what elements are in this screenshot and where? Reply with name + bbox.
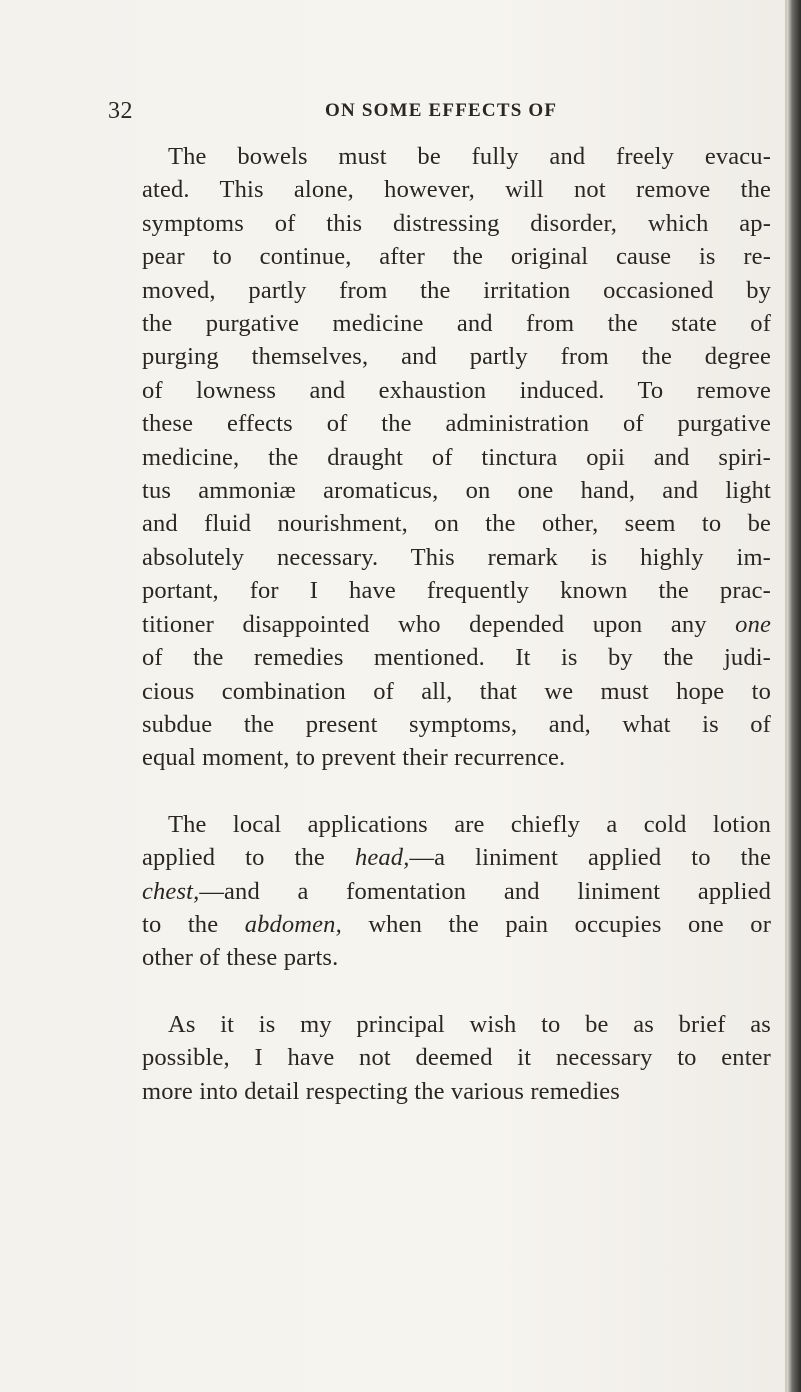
text-span: applied to the: [142, 844, 325, 872]
text-line: the purgative medicine and from the state of: [142, 310, 771, 338]
binding-gutter: [787, 0, 801, 1392]
text-line: other of these parts.: [142, 944, 339, 972]
body-text: [116, 140, 771, 1108]
text-line: and fluid nourishment, on the other, seem to be: [142, 510, 771, 538]
text-span: —and a fomentation and liniment applied: [199, 877, 771, 905]
text-line: symptoms of this distressing disorder, which ap-: [142, 209, 771, 237]
italic-word: head,: [354, 844, 410, 872]
text-span: when the pain occupies one or: [368, 910, 772, 938]
page-number: 32: [108, 98, 133, 124]
text-line: As it is my principal wish to be as brief as: [168, 1010, 771, 1038]
text-line: The bowels must be fully and freely evacu-: [168, 143, 771, 170]
text-line: medicine, the draught of tinctura opii and spiri-: [142, 443, 771, 471]
text-line: portant, for I have frequently known the prac-: [142, 577, 771, 605]
text-line: tus ammoniæ aromaticus, on one hand, and light: [142, 477, 771, 505]
text-span: to the: [142, 910, 219, 938]
text-line: of lowness and exhaustion induced. To remove: [142, 376, 771, 404]
text-line: purging themselves, and partly from the degree: [142, 343, 771, 371]
paragraph-2: [116, 808, 771, 975]
text-line: more into detail respecting the various remedies: [142, 1077, 620, 1105]
text-span: —a liniment applied to the: [409, 844, 771, 872]
running-head: [108, 98, 748, 130]
text-line: possible, I have not deemed it necessary to enter: [142, 1044, 771, 1072]
italic-word: one: [735, 610, 771, 638]
text-line: cious combination of all, that we must hope to: [142, 677, 771, 705]
text-line-with-italic: [116, 841, 771, 874]
text-line: these effects of the administration of purgative: [142, 410, 771, 438]
italic-word: abdomen,: [244, 910, 342, 938]
text-line: equal moment, to prevent their recurrence.: [142, 744, 566, 772]
text-line: titioner disappointed who depended upon any: [142, 610, 707, 638]
text-line-with-italic: [116, 608, 771, 641]
text-line-with-italic: [116, 908, 771, 941]
text-line: absolutely necessary. This remark is highly im-: [142, 543, 771, 571]
text-line: The local applications are chiefly a cold lotion: [168, 810, 771, 838]
paragraph-1: [116, 140, 771, 775]
text-line: ated. This alone, however, will not remove the: [142, 176, 771, 204]
text-line: pear to continue, after the original cause is re-: [142, 243, 771, 271]
paragraph-3: [116, 1008, 771, 1108]
text-line: moved, partly from the irritation occasioned by: [142, 276, 771, 304]
text-line: of the remedies mentioned. It is by the judi-: [142, 644, 771, 672]
text-line: subdue the present symptoms, and, what is of: [142, 710, 771, 738]
running-title: ON SOME EFFECTS OF: [325, 100, 558, 121]
italic-word: chest,: [142, 877, 200, 905]
text-line-with-italic: [116, 875, 771, 908]
